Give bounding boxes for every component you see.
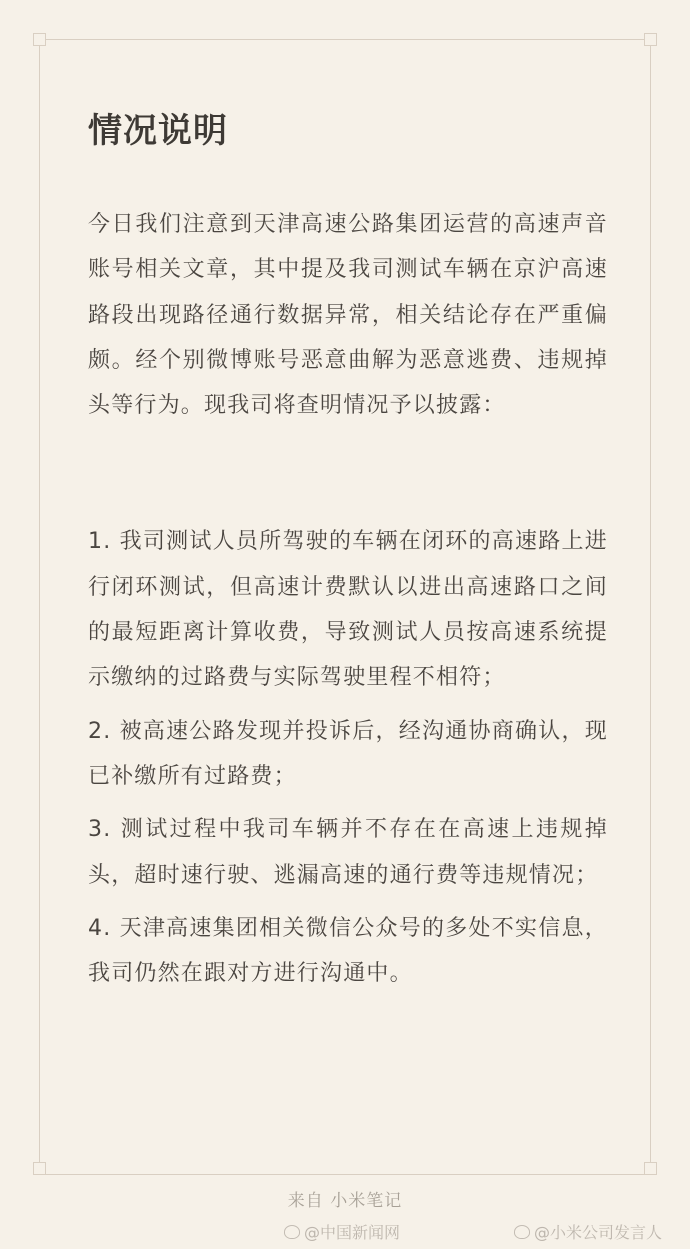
footer-source: 来自 小米笔记 (287, 1191, 403, 1211)
statement-title: 情况说明 (88, 111, 228, 151)
watermark-left (284, 1220, 400, 1243)
statement-item-1: 1. 我司测试人员所驾驶的车辆在闭环的高速路上进行闭环测试，但高速计费默认以进出高速路口之间的最短距离计算收费，导致测试人员按高速系统提示缴纳的过路费与实际驾驶里程不相符； (88, 529, 608, 691)
statement-intro: 今日我们注意到天津高速公路集团运营的高速声音账号相关文章，其中提及我司测试车辆在京沪高速路段出现路径通行数据异常，相关结论存在严重偏颇。经个别微博账号恶意曲解为恶意逃费、违规掉头等行为。现我司将查明情况予以披露： (88, 212, 608, 419)
frame-corner-bottom-left (33, 1162, 46, 1175)
statement-item-4: 4. 天津高速集团相关微信公众号的多处不实信息，我司仍然在跟对方进行沟通中。 (88, 915, 608, 987)
weibo-icon (284, 1225, 300, 1239)
frame-corner-top-right (644, 33, 657, 46)
frame-corner-bottom-right (644, 1162, 657, 1175)
watermark-right (514, 1220, 662, 1243)
statement-item-3: 3. 测试过程中我司车辆并不存在在高速上违规掉头，超时速行驶、逃漏高速的通行费等违规情况； (88, 817, 608, 888)
statement-content (88, 104, 608, 1004)
statement-item-2: 2. 被高速公路发现并投诉后，经沟通协商确认，现已补缴所有过路费； (88, 718, 608, 789)
watermark-right-text: @小米公司发言人 (534, 1223, 663, 1242)
watermark-left-text: @中国新闻网 (304, 1223, 401, 1242)
frame-corner-top-left (33, 33, 46, 46)
weibo-icon (514, 1225, 530, 1239)
